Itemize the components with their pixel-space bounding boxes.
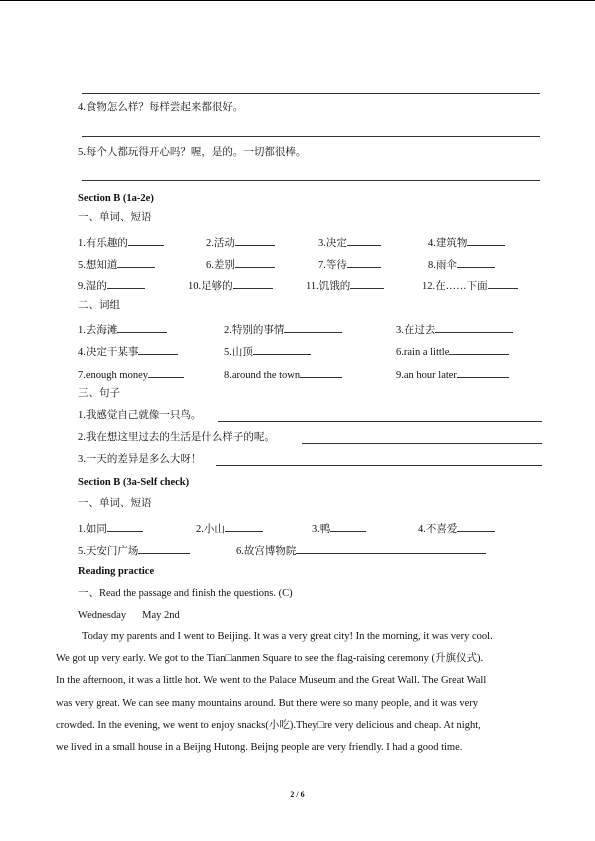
blank[interactable] xyxy=(138,542,190,554)
blank[interactable] xyxy=(457,520,495,532)
reading-passage xyxy=(56,626,544,759)
phrase-item: 4.决定干某事 xyxy=(78,343,178,360)
vocab-item: 4.不喜爱 xyxy=(418,520,495,537)
phrase-item: 9.an hour later xyxy=(396,366,509,383)
vocab-item: 8.雨伞 xyxy=(428,256,495,273)
passage-line: We got up very early. We got to the Tian□anmen Square to see the flag-raising ceremony (升旗仪式). xyxy=(56,653,484,665)
passage-line: we lived in a small house in a Beijng Hutong. Beijng people are very friendly. I had a good time. xyxy=(56,742,463,754)
translate-sentence: 3.一天的差异是多么大呀！ xyxy=(78,454,202,465)
vocab-item: 12.在……下面 xyxy=(422,277,518,294)
part-title: 三、句子 xyxy=(78,388,120,399)
phrase-item: 5.山顶 xyxy=(224,343,311,360)
passage-line: was very great. We can see many mountains around. But there were so many people, and it was very xyxy=(56,697,479,709)
blank[interactable] xyxy=(128,234,164,246)
vocab-item: 1.如同 xyxy=(78,520,143,537)
blank[interactable] xyxy=(457,256,495,268)
blank[interactable] xyxy=(235,234,275,246)
blank[interactable] xyxy=(284,321,342,333)
blank[interactable] xyxy=(107,277,145,289)
vocab-item: 6.差别 xyxy=(206,256,275,273)
sentence-4: 4.食物怎么样？每样尝起来都很好。 xyxy=(78,102,244,113)
phrase-item: 8.around the town xyxy=(224,366,342,383)
vocab-item: 5.想知道 xyxy=(78,256,155,273)
blank[interactable] xyxy=(253,343,311,355)
reading-instruction: 一、Read the passage and finish the questions. (C) xyxy=(78,588,293,599)
blank[interactable] xyxy=(233,277,273,289)
section-heading: Section B (1a-2e) xyxy=(78,193,154,204)
part-title: 一、单词、短语 xyxy=(78,212,152,223)
blank[interactable] xyxy=(449,343,509,355)
vocab-item: 3.决定 xyxy=(318,234,381,251)
answer-line[interactable] xyxy=(302,443,542,444)
vocab-item: 1.有乐趣的 xyxy=(78,234,164,251)
blank[interactable] xyxy=(117,321,167,333)
blank[interactable] xyxy=(225,520,263,532)
phrase-item: 6.rain a little xyxy=(396,343,509,360)
vocab-item: 11.饥饿的 xyxy=(306,277,384,294)
blank[interactable] xyxy=(107,520,143,532)
answer-line[interactable] xyxy=(82,180,540,181)
phrase-item: 1.去海滩 xyxy=(78,321,167,338)
header-rule xyxy=(0,0,595,1)
blank[interactable] xyxy=(330,520,366,532)
phrase-item: 2.特别的事情 xyxy=(224,321,342,338)
vocab-item: 10.足够的 xyxy=(188,277,273,294)
section-heading: Section B (3a-Self check) xyxy=(78,477,190,488)
answer-line[interactable] xyxy=(82,136,540,137)
blank[interactable] xyxy=(296,542,486,554)
blank[interactable] xyxy=(138,343,178,355)
sentence-5: 5.每个人都玩得开心吗？喔，是的。一切都很棒。 xyxy=(78,147,307,158)
passage-line: Today my parents and I went to Beijing. It was a very great city! In the morning, it was very cool. xyxy=(82,631,493,642)
blank[interactable] xyxy=(347,256,381,268)
blank[interactable] xyxy=(300,366,342,378)
vocab-item: 2.活动 xyxy=(206,234,275,251)
phrase-item: 7.enough money xyxy=(78,366,184,383)
part-title: 二、词组 xyxy=(78,300,120,311)
blank[interactable] xyxy=(467,234,505,246)
diary-date: Wednesday May 2nd xyxy=(78,610,180,621)
passage-line: crowded. In the evening, we went to enjoy snacks(小吃).They□re very delicious and cheap. At night, xyxy=(56,719,481,731)
part-title: 一、单词、短语 xyxy=(78,498,152,509)
page-number: 2 / 6 xyxy=(290,790,305,799)
answer-line[interactable] xyxy=(216,465,542,466)
blank[interactable] xyxy=(235,256,275,268)
reading-heading: Reading practice xyxy=(78,566,155,577)
translate-sentence: 2.我在想这里过去的生活是什么样子的呢。 xyxy=(78,432,275,443)
vocab-item: 7.等待 xyxy=(318,256,381,273)
vocab-item: 9.湿的 xyxy=(78,277,145,294)
translate-sentence: 1.我感觉自己就像一只鸟。 xyxy=(78,410,202,421)
blank[interactable] xyxy=(117,256,155,268)
vocab-item: 5.天安门广场 xyxy=(78,542,190,559)
passage-line: In the afternoon, it was a little hot. We went to the Palace Museum and the Great Wall. The Great Wall xyxy=(56,675,487,687)
blank[interactable] xyxy=(347,234,381,246)
vocab-item: 2.小山 xyxy=(196,520,263,537)
phrase-item: 3.在过去 xyxy=(396,321,513,338)
blank[interactable] xyxy=(435,321,513,333)
blank[interactable] xyxy=(457,366,509,378)
blank[interactable] xyxy=(488,277,518,289)
answer-line[interactable] xyxy=(218,421,542,422)
vocab-item: 4.建筑物 xyxy=(428,234,505,251)
answer-line[interactable] xyxy=(82,93,540,94)
vocab-item: 6.故宫博物院 xyxy=(236,542,486,559)
blank[interactable] xyxy=(350,277,384,289)
blank[interactable] xyxy=(148,366,184,378)
vocab-item: 3.鸭 xyxy=(312,520,366,537)
